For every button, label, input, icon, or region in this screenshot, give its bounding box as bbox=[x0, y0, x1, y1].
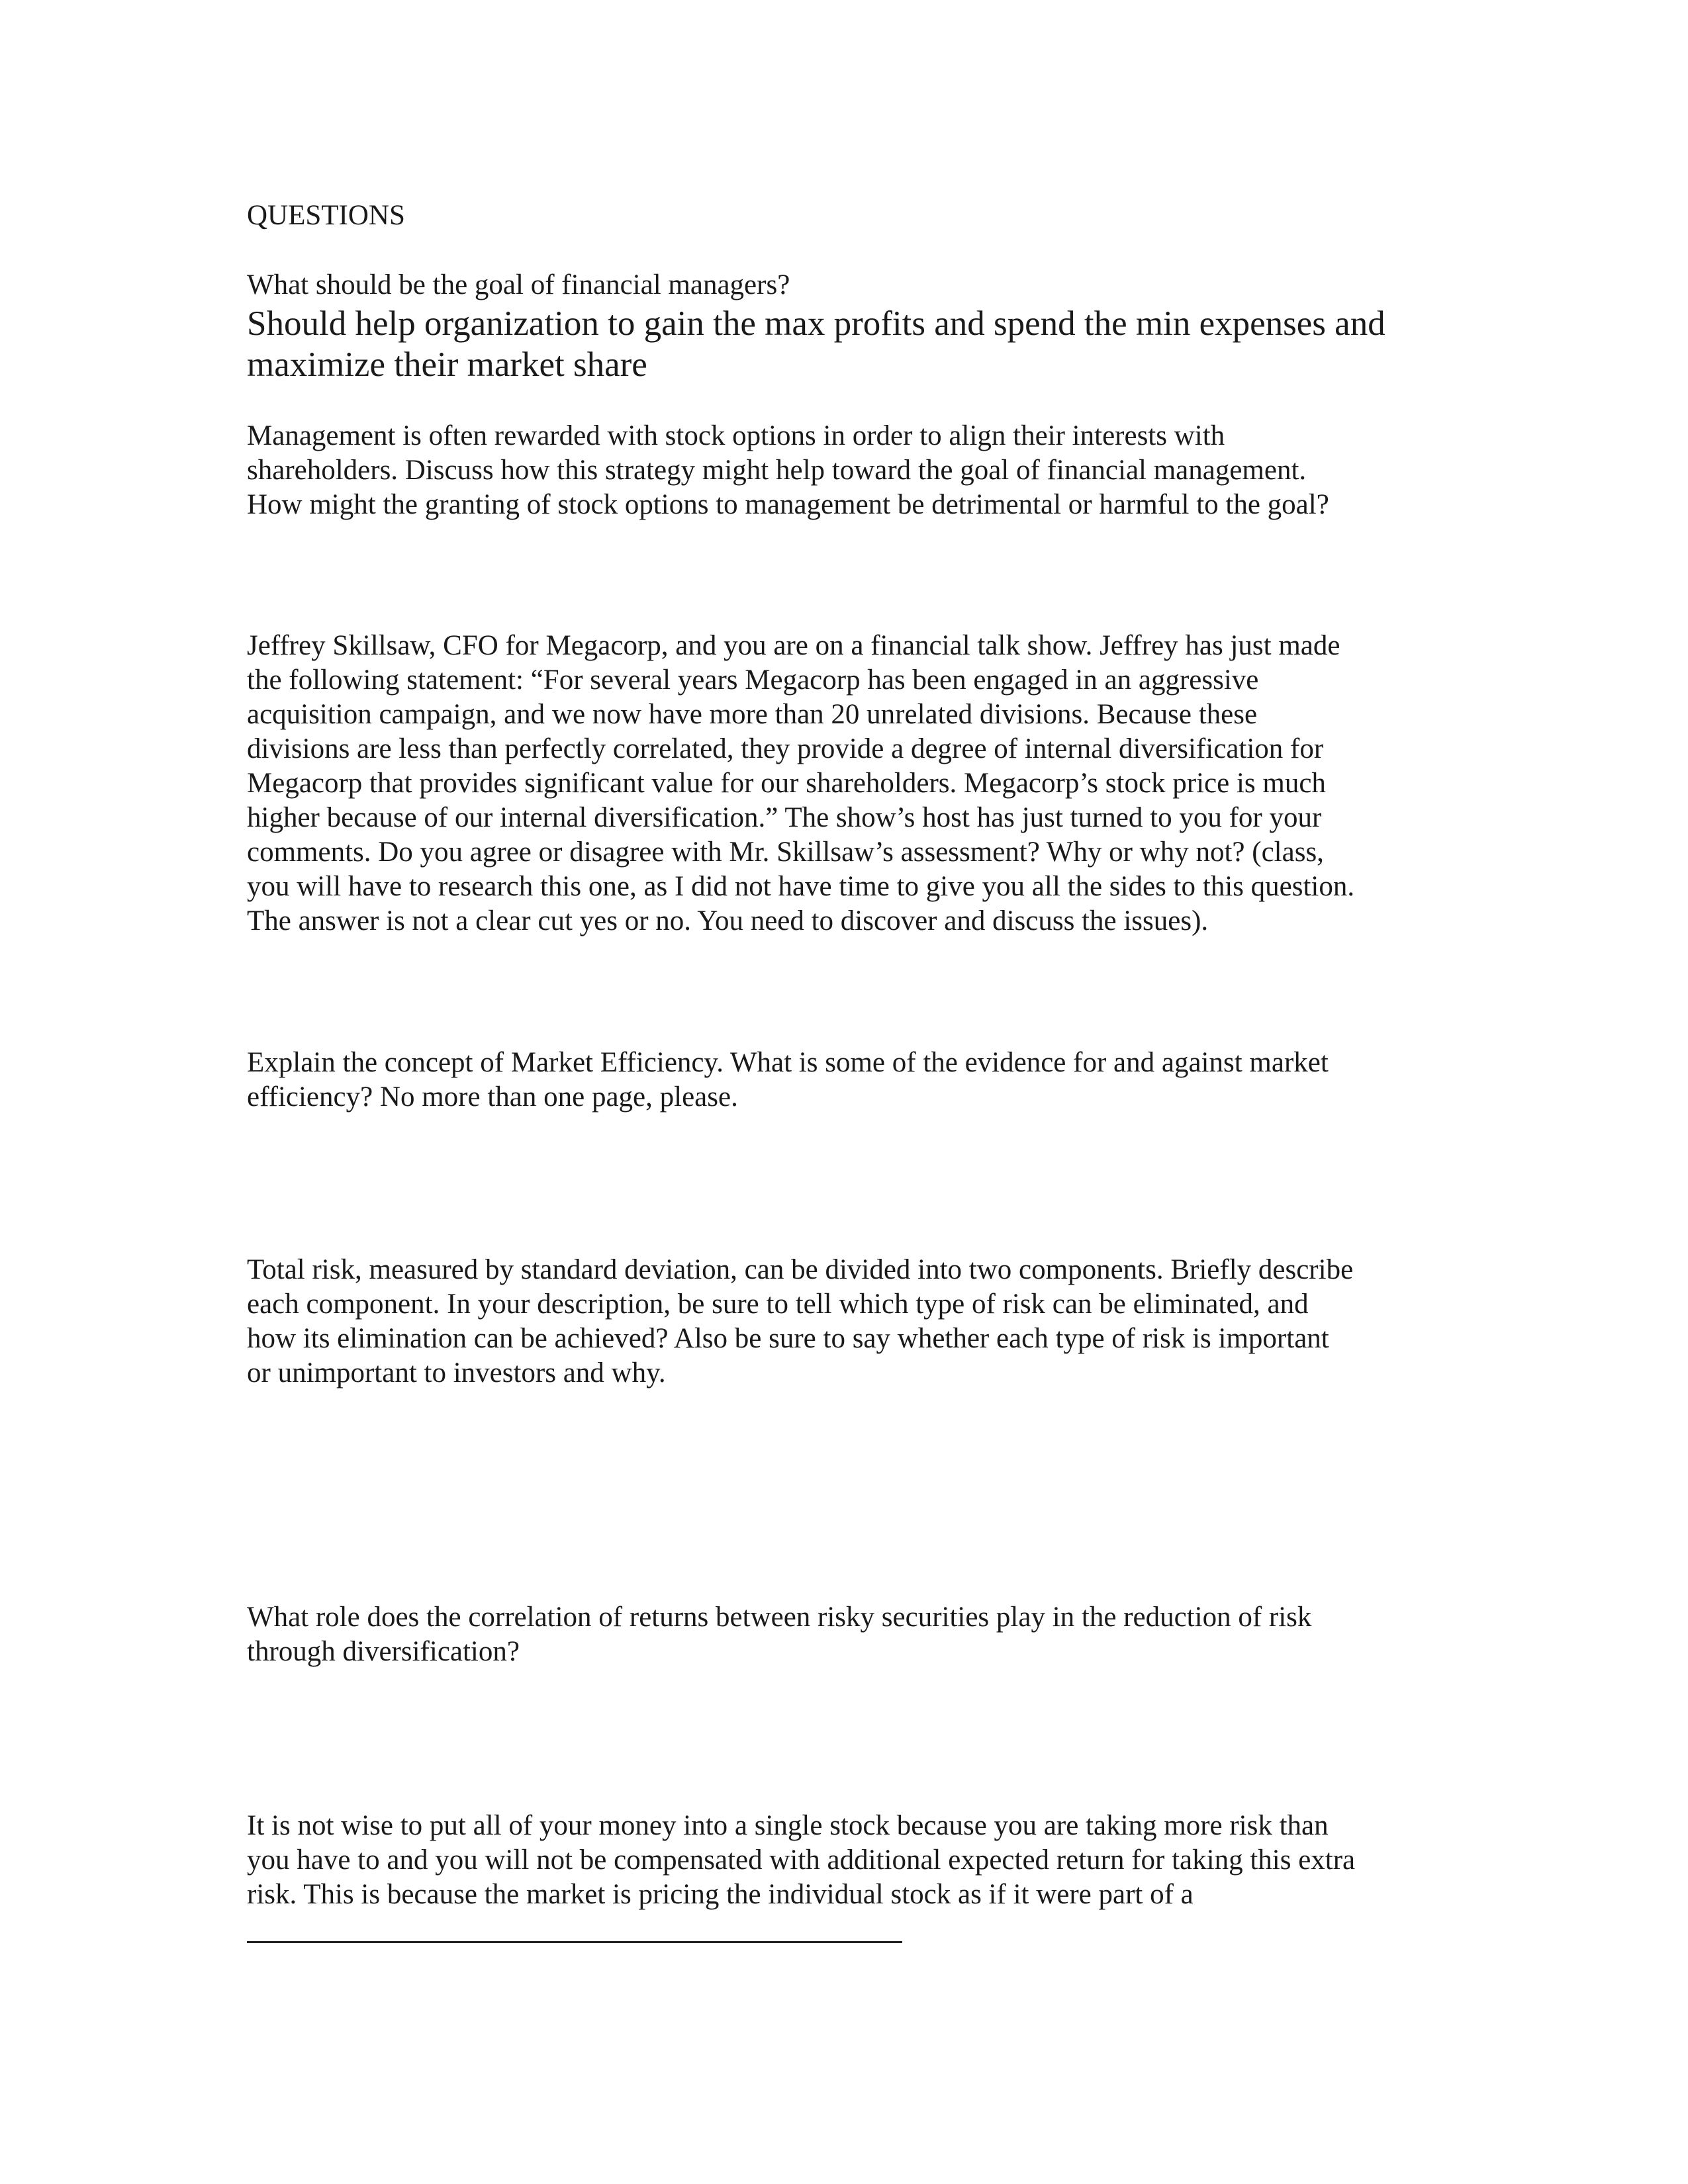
question-5-line: Total risk, measured by standard deviation, can be divided into two components. Briefly describe bbox=[247, 1254, 1354, 1285]
question-2-line: Management is often rewarded with stock options in order to align their interests with bbox=[247, 420, 1225, 451]
question-5-line: each component. In your description, be sure to tell which type of risk can be eliminated, and bbox=[247, 1289, 1309, 1320]
document-heading: QUESTIONS bbox=[247, 200, 405, 231]
question-6-line: What role does the correlation of returns between risky securities play in the reduction of risk bbox=[247, 1602, 1312, 1633]
answer-1-line: maximize their market share bbox=[247, 345, 647, 384]
question-1: What should be the goal of financial managers? bbox=[247, 269, 790, 300]
question-5 bbox=[247, 1253, 1438, 1390]
question-7-line: risk. This is because the market is pricing the individual stock as if it were part of a bbox=[247, 1879, 1194, 1910]
question-2-line: shareholders. Discuss how this strategy might help toward the goal of financial management. bbox=[247, 455, 1307, 486]
question-5-line: or unimportant to investors and why. bbox=[247, 1357, 666, 1388]
question-2-line: How might the granting of stock options to management be detrimental or harmful to the goal? bbox=[247, 489, 1329, 520]
question-6-line: through diversification? bbox=[247, 1636, 520, 1667]
question-4 bbox=[247, 1046, 1438, 1115]
question-4-line: efficiency? No more than one page, please. bbox=[247, 1081, 738, 1113]
answer-1-line: Should help organization to gain the max profits and spend the min expenses and bbox=[247, 304, 1385, 343]
question-3-line: Megacorp that provides significant value for our shareholders. Megacorp’s stock price is much bbox=[247, 768, 1326, 799]
question-3-line: acquisition campaign, and we now have more than 20 unrelated divisions. Because these bbox=[247, 699, 1258, 730]
question-3-line: higher because of our internal diversification.” The show’s host has just turned to you for your bbox=[247, 802, 1322, 833]
question-2 bbox=[247, 419, 1438, 522]
question-3-line: the following statement: “For several years Megacorp has been engaged in an aggressive bbox=[247, 664, 1259, 696]
question-4-line: Explain the concept of Market Efficiency. What is some of the evidence for and against market bbox=[247, 1047, 1329, 1078]
question-3-line: you will have to research this one, as I did not have time to give you all the sides to this question. bbox=[247, 871, 1355, 902]
question-7-line: you have to and you will not be compensated with additional expected return for taking this extra bbox=[247, 1844, 1356, 1876]
question-6 bbox=[247, 1600, 1438, 1669]
answer-1 bbox=[247, 303, 1438, 385]
question-5-line: how its elimination can be achieved? Also be sure to say whether each type of risk is important bbox=[247, 1323, 1329, 1354]
question-3-line: Jeffrey Skillsaw, CFO for Megacorp, and you are on a financial talk show. Jeffrey has just made bbox=[247, 630, 1340, 661]
question-3-line: comments. Do you agree or disagree with Mr. Skillsaw’s assessment? Why or why not? (class, bbox=[247, 837, 1324, 868]
question-7 bbox=[247, 1809, 1438, 1912]
question-7-line: It is not wise to put all of your money into a single stock because you are taking more risk than bbox=[247, 1810, 1329, 1841]
fill-in-blank-line bbox=[247, 1941, 902, 1943]
question-3-line: The answer is not a clear cut yes or no. You need to discover and discuss the issues). bbox=[247, 905, 1209, 936]
question-3-line: divisions are less than perfectly correlated, they provide a degree of internal diversification for bbox=[247, 733, 1324, 764]
question-3 bbox=[247, 629, 1438, 938]
